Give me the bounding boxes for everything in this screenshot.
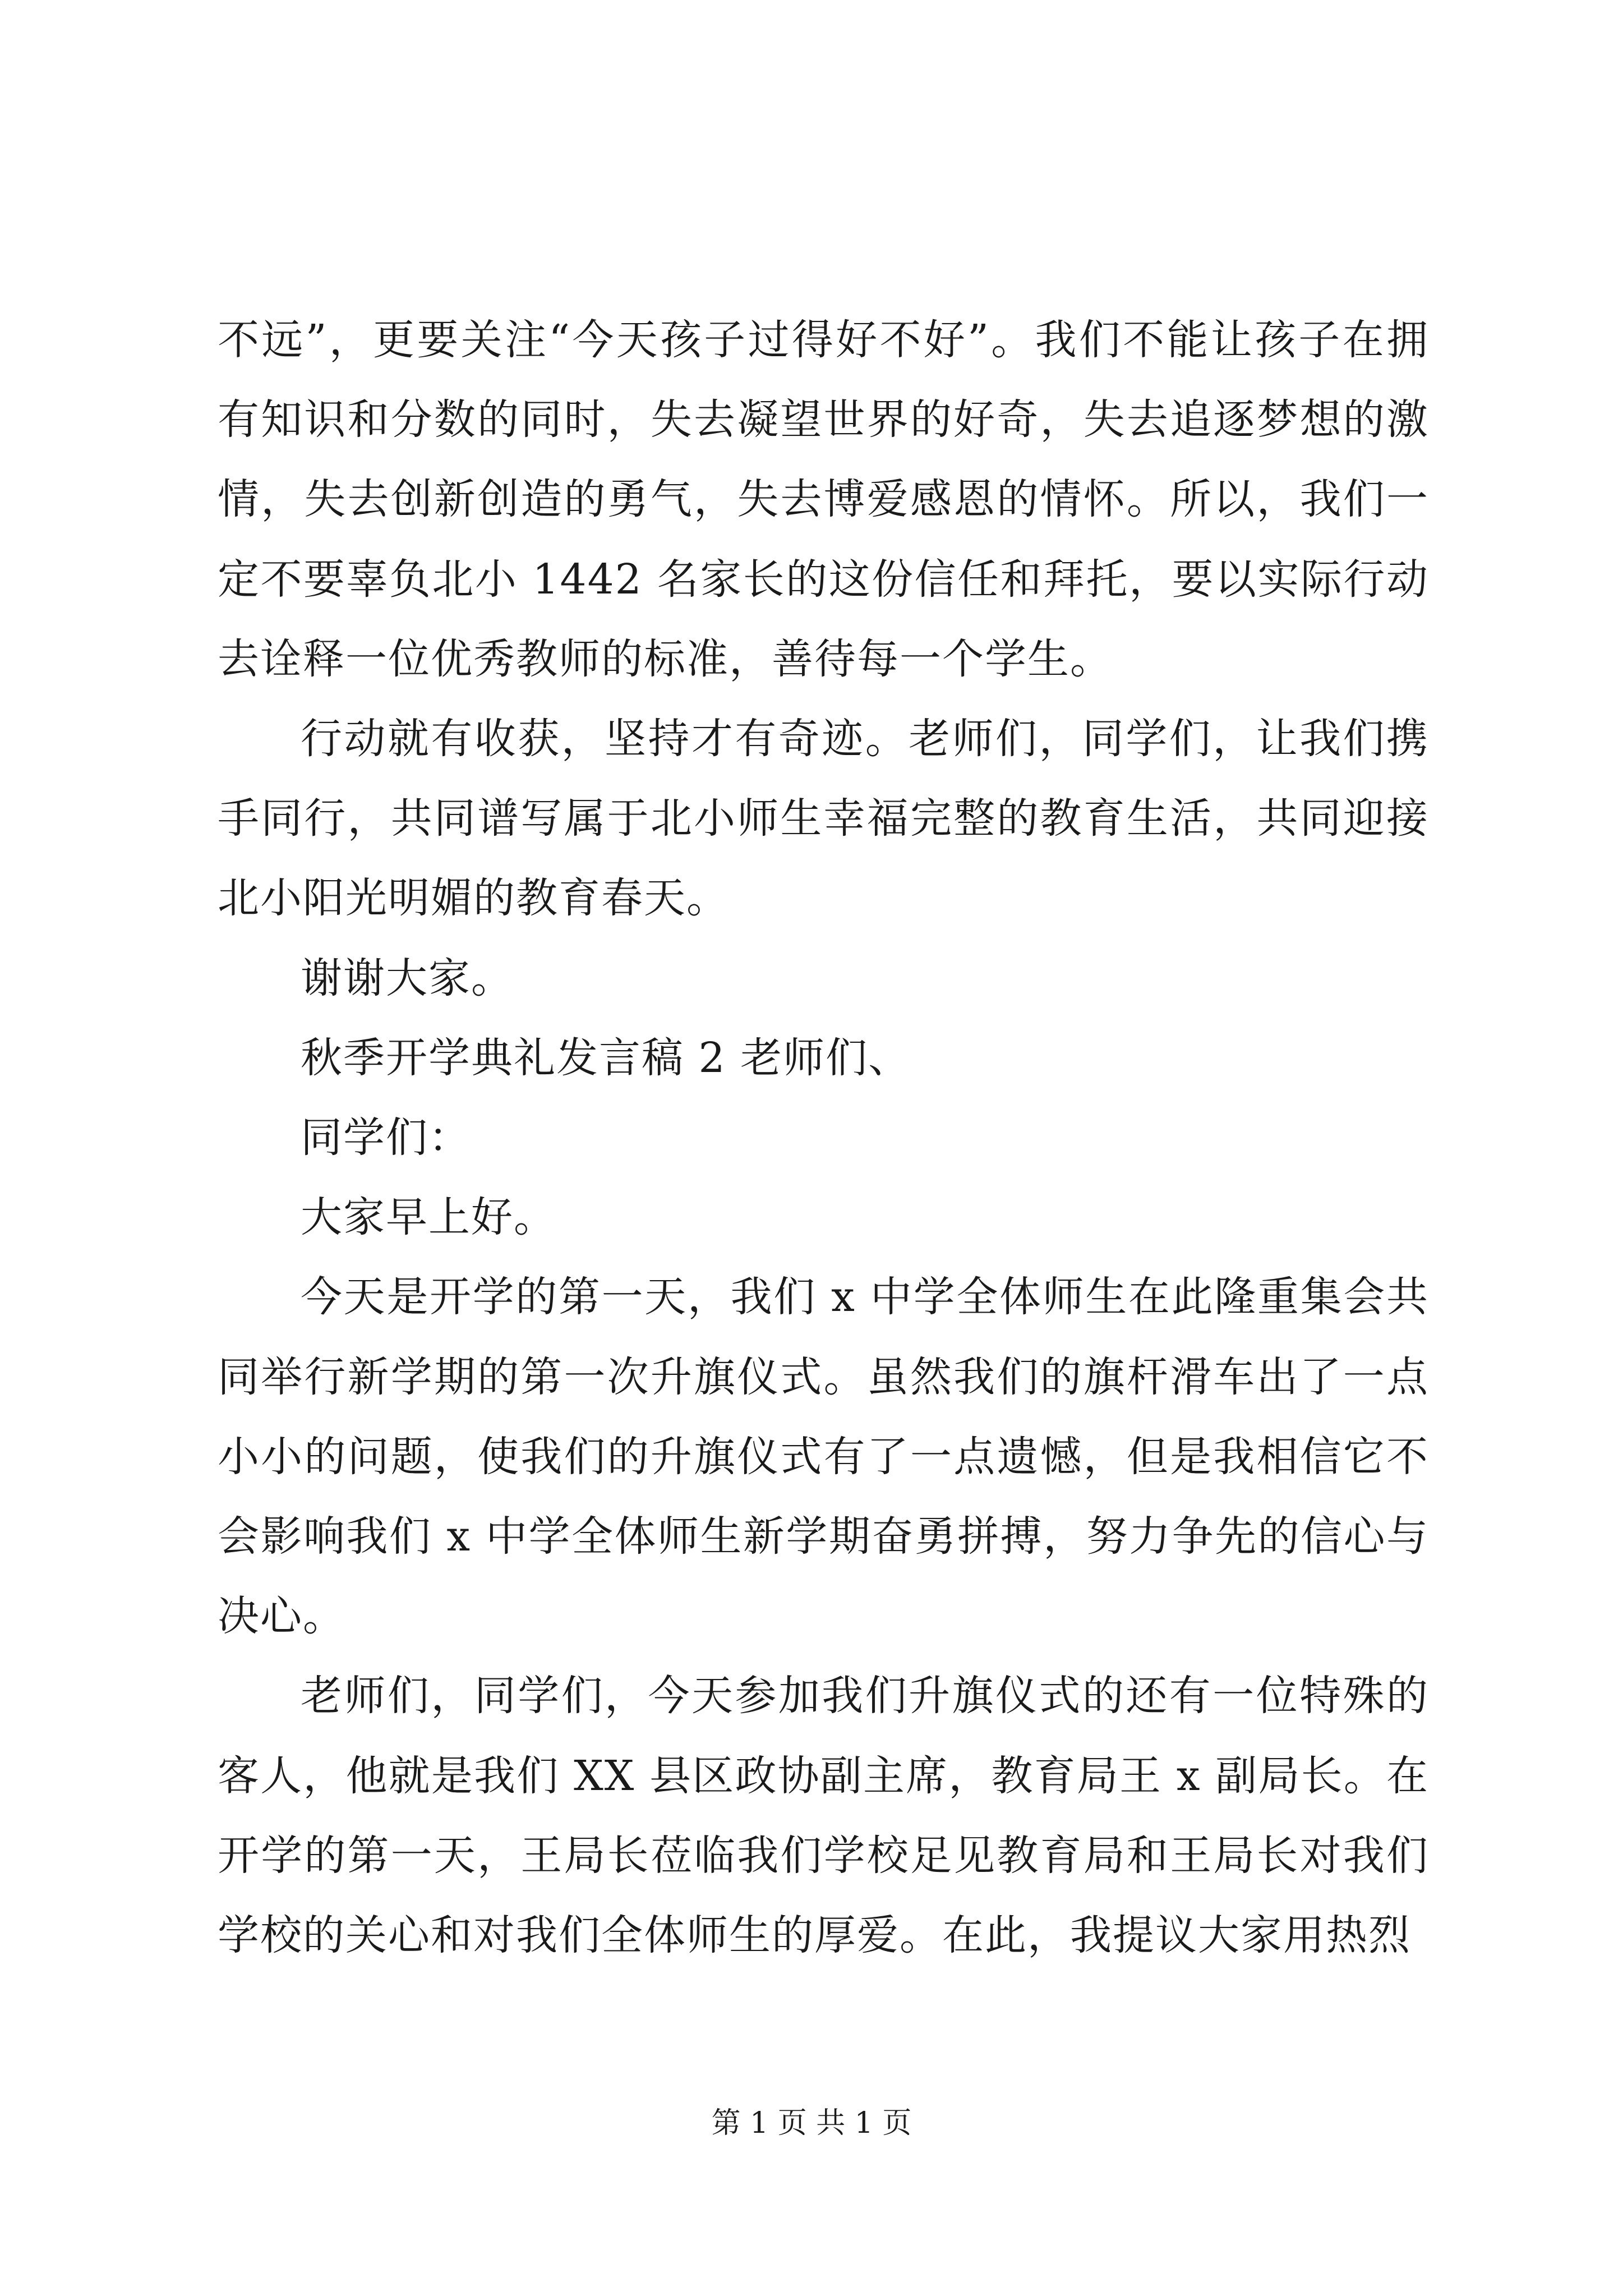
paragraph-7: 今天是开学的第一天，我们 x 中学全体师生在此隆重集会共同举行新学期的第一次升旗仪式。虽然我们的旗杆滑车出了一点小小的问题，使我们的升旗仪式有了一点遗憾，但是我相信它不会影响我们 x 中学全体师生新学期奋勇拼搏，努力争先的信心与决心。 [218,1273,1429,1641]
paragraph-6: 大家早上好。 [301,1193,556,1242]
document-body [218,300,1429,1975]
paragraph-4: 秋季开学典礼发言稿 2 老师们、 [301,1033,911,1082]
paragraph-1: 不远”，更要关注“今天孩子过得好不好”。我们不能让孩子在拥有知识和分数的同时，失去凝望世界的好奇，失去追逐梦想的激情，失去创新创造的勇气，失去博爱感恩的情怀。所以，我们一定不要辜负北小 1442 名家长的这份信任和拜托，要以实际行动去诠释一位优秀教师的标准，善待每一个学生。 [218,316,1429,683]
paragraph-8: 老师们，同学们，今天参加我们升旗仪式的还有一位特殊的客人，他就是我们 XX 县区政协副主席，教育局王 x 副局长。在开学的第一天，王局长莅临我们学校足见教育局和王局长对我们学校的关心和对我们全体师生的厚爱。在此，我提议大家用热烈 [218,1672,1429,1960]
paragraph-3: 谢谢大家。 [301,954,514,1002]
paragraph-2: 行动就有收获，坚持才有奇迹。老师们，同学们，让我们携手同行，共同谱写属于北小师生幸福完整的教育生活，共同迎接北小阳光明媚的教育春天。 [218,715,1429,923]
page-footer: 第 1 页 共 1 页 [711,2106,912,2140]
paragraph-5: 同学们： [301,1114,471,1162]
